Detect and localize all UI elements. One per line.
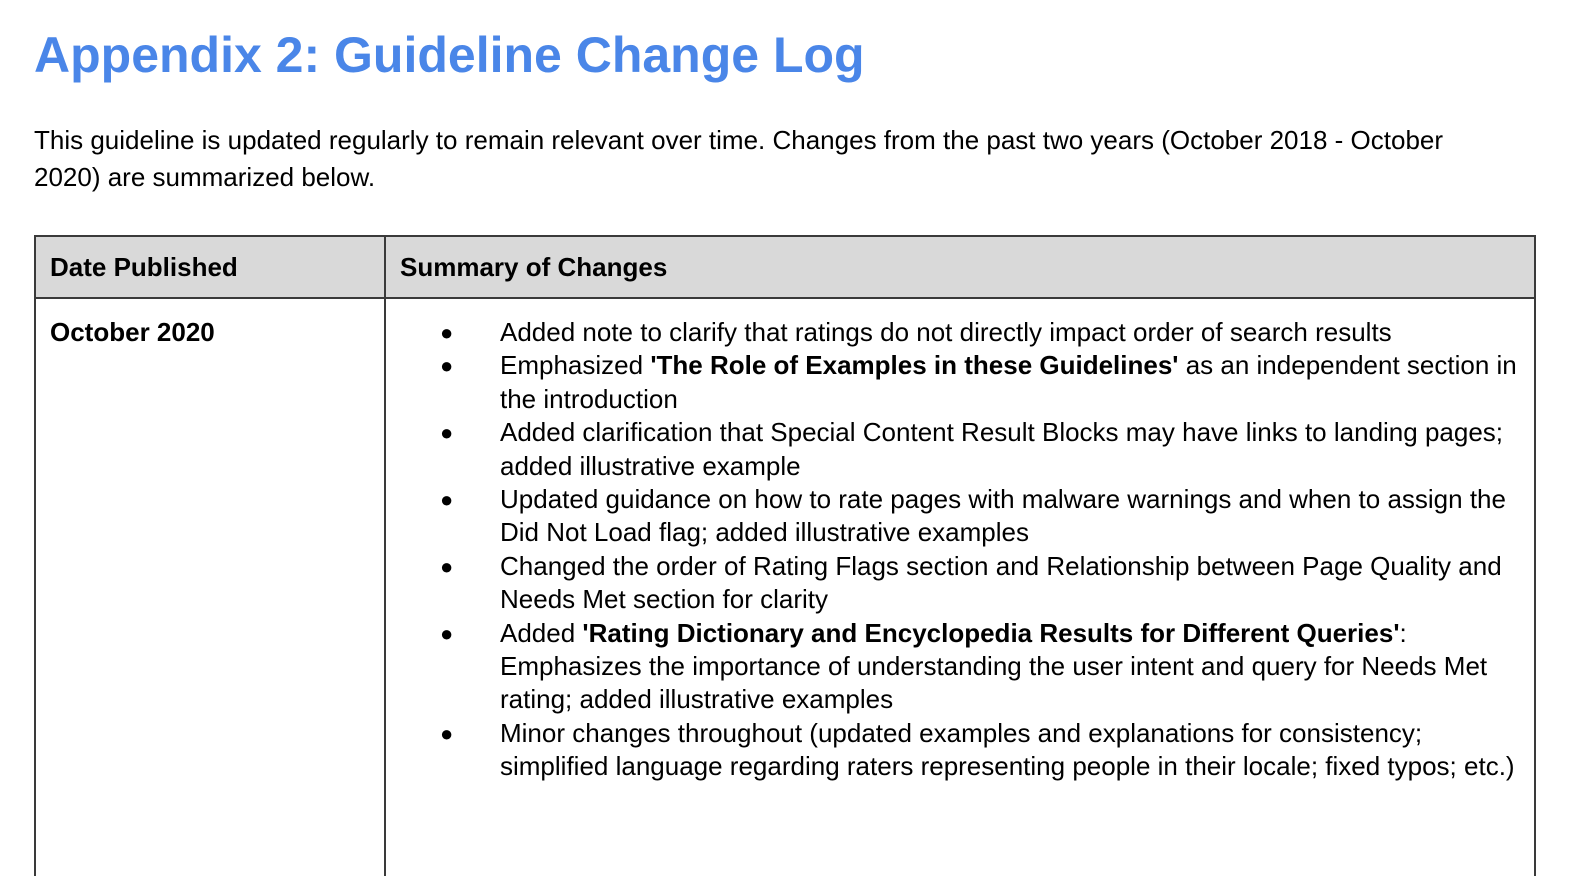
header-date-published: Date Published (35, 236, 385, 298)
summary-cell (385, 298, 1535, 876)
change-list (386, 316, 1520, 784)
list-item (440, 617, 1520, 717)
change-text: Minor changes throughout (updated examples and explanations for consistency; simplified language regarding raters representing people in their locale; fixed typos; etc.) (500, 717, 1515, 782)
change-text: Added (500, 617, 583, 648)
change-text-after: : Emphasizes the importance of understanding the user intent and query for Needs Met rating; added illustrative examples (500, 617, 1488, 715)
change-text: Changed the order of Rating Flags section and Relationship between Page Quality and Needs Met section for clarity (500, 550, 1502, 615)
list-item (440, 349, 1520, 416)
bullet-icon: ● (440, 353, 454, 379)
bullet-icon: ● (440, 320, 454, 345)
change-log-table (34, 235, 1536, 876)
bullet-icon: ● (440, 553, 454, 579)
page-title: Appendix 2: Guideline Change Log (34, 27, 865, 83)
change-text: Added clarification that Special Content Result Blocks may have links to landing pages; added illustrative example (500, 417, 1504, 481)
table-row (35, 298, 1535, 876)
bullet-icon: ● (440, 720, 454, 746)
list-item (440, 416, 1520, 483)
intro-paragraph: This guideline is updated regularly to remain relevant over time. Changes from the past two years (October 2018 - October 2020) are summarized below. (34, 125, 1444, 192)
change-text: Updated guidance on how to rate pages with malware warnings and when to assign the Did Not Load flag; added illustrative examples (500, 484, 1506, 548)
bullet-icon: ● (440, 620, 454, 646)
table-header-row (35, 236, 1535, 298)
change-text: Added note to clarify that ratings do not directly impact order of search results (500, 317, 1392, 347)
bullet-icon: ● (440, 420, 454, 446)
header-summary-of-changes: Summary of Changes (385, 236, 1535, 298)
date-cell: October 2020 (35, 298, 385, 876)
change-text-after: as an independent section in the introduction (500, 350, 1517, 414)
change-emphasis: 'Rating Dictionary and Encyclopedia Results for Different Queries' (582, 617, 1400, 648)
change-text: Emphasized (500, 350, 651, 381)
bullet-icon: ● (440, 487, 454, 513)
list-item (440, 483, 1520, 550)
list-item (440, 550, 1520, 617)
list-item (440, 717, 1520, 784)
list-item (440, 316, 1520, 349)
change-emphasis: 'The Role of Examples in these Guidelines' (650, 350, 1179, 381)
